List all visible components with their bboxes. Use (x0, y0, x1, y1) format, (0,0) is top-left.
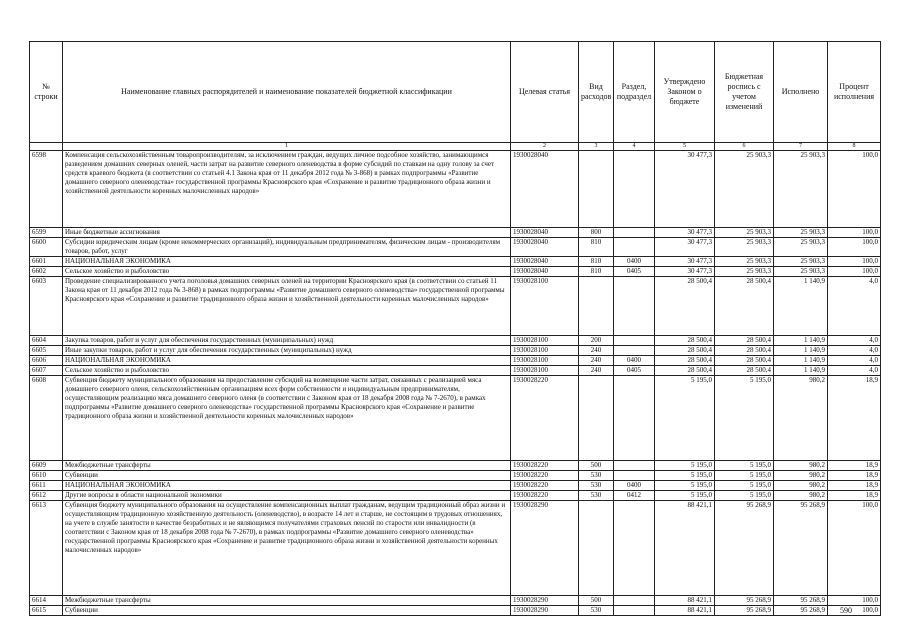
row-executed: 980,2 (774, 481, 828, 491)
row-executed: 980,2 (774, 471, 828, 481)
column-number: 5 (655, 143, 715, 151)
budget-table (29, 41, 881, 616)
row-approved: 88 421,1 (655, 596, 715, 606)
row-percent: 18,9 (828, 491, 881, 501)
header-expense-type: Вид расходов (579, 42, 614, 143)
row-executed: 95 268,9 (774, 501, 828, 596)
row-percent: 100,0 (828, 596, 881, 606)
row-expense-type: 530 (579, 471, 614, 481)
row-percent: 100,0 (828, 228, 881, 238)
row-target-article: 1930028040 (511, 267, 579, 277)
table-row (30, 228, 881, 238)
row-target-article: 1930028220 (511, 376, 579, 461)
row-approved: 5 195,0 (655, 461, 715, 471)
row-expense-type (579, 277, 614, 336)
column-number: 3 (579, 143, 614, 151)
row-section (614, 228, 655, 238)
header-budget-schedule: Бюджетная роспись с учетом изменений (715, 42, 774, 143)
header-row-number: № строки (30, 42, 63, 143)
table-row (30, 596, 881, 606)
row-number: 6611 (30, 481, 63, 491)
row-name: Межбюджетные трансферты (63, 461, 511, 471)
table-row (30, 151, 881, 228)
row-name: Субвенции (63, 471, 511, 481)
row-percent: 18,9 (828, 481, 881, 491)
row-approved: 88 421,1 (655, 606, 715, 616)
row-target-article: 1930028290 (511, 606, 579, 616)
row-approved: 30 477,3 (655, 257, 715, 267)
row-approved: 5 195,0 (655, 481, 715, 491)
row-approved: 28 500,4 (655, 277, 715, 336)
row-percent: 4,0 (828, 356, 881, 366)
row-number: 6612 (30, 491, 63, 501)
row-target-article: 1930028040 (511, 257, 579, 267)
row-percent: 4,0 (828, 277, 881, 336)
row-number: 6607 (30, 366, 63, 376)
row-percent: 4,0 (828, 346, 881, 356)
row-executed: 25 903,3 (774, 228, 828, 238)
row-percent: 18,9 (828, 471, 881, 481)
row-section (614, 501, 655, 596)
row-number: 6608 (30, 376, 63, 461)
row-budget-schedule: 25 903,3 (715, 267, 774, 277)
row-name: Субвенция бюджету муниципального образования на предоставление субсидий на возмещение части затрат, связанных с реализацией мяса домашнего северного оленя, сельскохозяйственным организациям всех форм собственности и индивидуальным предпринимателям, осуществляющим реализацию мяса домашнего северного оленя (в соответствии с Законом края от 18 декабря 2008 года № 7-2670), в рамках подпрограммы «Развитие домашнего северного оленеводства» государственной программы Красноярского края «Сохранение и развитие традиционного образа жизни и хозяйственной деятельности коренных малочисленных народов» (63, 376, 511, 461)
row-budget-schedule: 28 500,4 (715, 366, 774, 376)
row-executed: 25 903,3 (774, 151, 828, 228)
row-approved: 5 195,0 (655, 376, 715, 461)
row-number: 6602 (30, 267, 63, 277)
row-budget-schedule: 25 903,3 (715, 238, 774, 257)
column-number: 2 (511, 143, 579, 151)
row-target-article: 1930028220 (511, 491, 579, 501)
row-number: 6606 (30, 356, 63, 366)
row-target-article: 1930028100 (511, 277, 579, 336)
row-number: 6601 (30, 257, 63, 267)
table-row (30, 336, 881, 346)
row-executed: 1 140,9 (774, 346, 828, 356)
row-section (614, 376, 655, 461)
row-budget-schedule: 25 903,3 (715, 257, 774, 267)
row-approved: 30 477,3 (655, 238, 715, 257)
header-approved: Утверждено Законом о бюджете (655, 42, 715, 143)
row-name: Проведение специализированного учета поголовья домашних северных оленей на территории Красноярского края (в соответствии со статьей 11 Закона края от 11 декабря 2012 года № 3-868) в рамках подпрограммы «Развитие домашнего северного оленеводства» государственной программы Красноярского края «Сохранение и развитие традиционного образа жизни и хозяйственной деятельности коренных малочисленных народов» (63, 277, 511, 336)
table-row (30, 376, 881, 461)
row-expense-type: 530 (579, 491, 614, 501)
row-budget-schedule: 95 268,9 (715, 501, 774, 596)
header-section: Раздел, подраздел (614, 42, 655, 143)
table-row (30, 267, 881, 277)
table-row (30, 471, 881, 481)
column-number: 1 (63, 143, 511, 151)
row-section (614, 238, 655, 257)
row-name: Компенсация сельскохозяйственным товаропроизводителям, за исключением граждан, ведущих личное подсобное хозяйство, занимающимся разведением домашних северных оленей, части затрат на развитие северного оленеводства в форме субсидий по ставкам на одну голову за счет средств краевого бюджета (в соответствии со статьей 4.1 Закона края от 11 декабря 2012 года № 3-868) в рамках подпрограммы «Развитие домашнего северного оленеводства» государственной программы Красноярского края «Сохранение и развитие традиционного образа жизни и хозяйственной деятельности коренных малочисленных народов» (63, 151, 511, 228)
row-section (614, 277, 655, 336)
row-approved: 30 477,3 (655, 228, 715, 238)
row-name: Субсидии юридическим лицам (кроме некоммерческих организаций), индивидуальным предпринимателям, физическим лицам - производителям товаров, работ, услуг (63, 238, 511, 257)
row-expense-type (579, 376, 614, 461)
row-percent: 18,9 (828, 461, 881, 471)
row-section (614, 336, 655, 346)
header-target-article: Целевая статья (511, 42, 579, 143)
row-section (614, 346, 655, 356)
row-budget-schedule: 25 903,3 (715, 151, 774, 228)
row-expense-type: 530 (579, 481, 614, 491)
row-executed: 95 268,9 (774, 596, 828, 606)
column-number: 6 (715, 143, 774, 151)
row-expense-type: 240 (579, 346, 614, 356)
budget-page (29, 41, 880, 616)
row-number: 6610 (30, 471, 63, 481)
row-approved: 88 421,1 (655, 501, 715, 596)
row-expense-type: 240 (579, 356, 614, 366)
row-number: 6600 (30, 238, 63, 257)
row-expense-type: 530 (579, 606, 614, 616)
column-number (30, 143, 63, 151)
page-number: 590 (840, 606, 852, 615)
row-target-article: 1930028040 (511, 228, 579, 238)
row-approved: 28 500,4 (655, 366, 715, 376)
row-percent: 100,0 (828, 151, 881, 228)
row-number: 6598 (30, 151, 63, 228)
row-expense-type (579, 151, 614, 228)
header-percent: Процент исполнения (828, 42, 881, 143)
table-row (30, 277, 881, 336)
row-target-article: 1930028100 (511, 356, 579, 366)
row-name: Другие вопросы в области национальной экономики (63, 491, 511, 501)
row-budget-schedule: 28 500,4 (715, 346, 774, 356)
row-target-article: 1930028040 (511, 238, 579, 257)
row-name: Иные бюджетные ассигнования (63, 228, 511, 238)
table-row (30, 606, 881, 616)
row-name: Межбюджетные трансферты (63, 596, 511, 606)
row-expense-type (579, 501, 614, 596)
column-number: 4 (614, 143, 655, 151)
row-expense-type: 500 (579, 596, 614, 606)
row-expense-type: 240 (579, 366, 614, 376)
row-name: НАЦИОНАЛЬНАЯ ЭКОНОМИКА (63, 356, 511, 366)
row-executed: 1 140,9 (774, 336, 828, 346)
row-section: 0400 (614, 481, 655, 491)
row-approved: 5 195,0 (655, 491, 715, 501)
table-row (30, 346, 881, 356)
row-name: НАЦИОНАЛЬНАЯ ЭКОНОМИКА (63, 257, 511, 267)
row-budget-schedule: 28 500,4 (715, 356, 774, 366)
row-budget-schedule: 28 500,4 (715, 277, 774, 336)
table-row (30, 366, 881, 376)
row-budget-schedule: 5 195,0 (715, 491, 774, 501)
row-expense-type: 810 (579, 267, 614, 277)
row-approved: 30 477,3 (655, 151, 715, 228)
row-budget-schedule: 5 195,0 (715, 461, 774, 471)
column-number: 8 (828, 143, 881, 151)
table-row (30, 257, 881, 267)
row-expense-type: 810 (579, 238, 614, 257)
row-executed: 25 903,3 (774, 267, 828, 277)
row-budget-schedule: 5 195,0 (715, 481, 774, 491)
row-budget-schedule: 95 268,9 (715, 596, 774, 606)
row-target-article: 1930028100 (511, 346, 579, 356)
header-name: Наименование главных распорядителей и наименование показателей бюджетной классификации (63, 42, 511, 143)
row-number: 6599 (30, 228, 63, 238)
row-percent: 100,0 (828, 501, 881, 596)
row-percent: 4,0 (828, 366, 881, 376)
row-target-article: 1930028290 (511, 501, 579, 596)
row-number: 6603 (30, 277, 63, 336)
row-number: 6614 (30, 596, 63, 606)
row-section (614, 151, 655, 228)
row-section (614, 471, 655, 481)
row-budget-schedule: 25 903,3 (715, 228, 774, 238)
row-budget-schedule: 5 195,0 (715, 471, 774, 481)
table-row (30, 461, 881, 471)
row-section (614, 606, 655, 616)
row-percent: 100,0 (828, 267, 881, 277)
row-percent: 4,0 (828, 336, 881, 346)
row-executed: 980,2 (774, 461, 828, 471)
row-percent: 100,0 (828, 257, 881, 267)
row-section: 0405 (614, 267, 655, 277)
row-section: 0412 (614, 491, 655, 501)
row-approved: 28 500,4 (655, 356, 715, 366)
row-name: Иные закупки товаров, работ и услуг для обеспечения государственных (муниципальных) нужд (63, 346, 511, 356)
row-name: Сельское хозяйство и рыболовство (63, 267, 511, 277)
row-executed: 25 903,3 (774, 257, 828, 267)
row-section (614, 461, 655, 471)
table-row (30, 501, 881, 596)
row-percent: 18,9 (828, 376, 881, 461)
row-executed: 1 140,9 (774, 277, 828, 336)
row-number: 6605 (30, 346, 63, 356)
row-target-article: 1930028220 (511, 471, 579, 481)
row-percent: 100,0 (828, 238, 881, 257)
row-target-article: 1930028040 (511, 151, 579, 228)
column-number: 7 (774, 143, 828, 151)
row-target-article: 1930028220 (511, 481, 579, 491)
row-target-article: 1930028220 (511, 461, 579, 471)
table-row (30, 491, 881, 501)
row-executed: 980,2 (774, 491, 828, 501)
row-section (614, 596, 655, 606)
row-name: Закупка товаров, работ и услуг для обеспечения государственных (муниципальных) нужд (63, 336, 511, 346)
row-executed: 1 140,9 (774, 356, 828, 366)
row-name: НАЦИОНАЛЬНАЯ ЭКОНОМИКА (63, 481, 511, 491)
row-approved: 5 195,0 (655, 471, 715, 481)
row-section: 0400 (614, 356, 655, 366)
row-expense-type: 810 (579, 257, 614, 267)
table-row (30, 481, 881, 491)
row-target-article: 1930028100 (511, 366, 579, 376)
row-percent: 100,0 (828, 606, 881, 616)
row-approved: 30 477,3 (655, 267, 715, 277)
row-executed: 95 268,9 (774, 606, 828, 616)
row-expense-type: 500 (579, 461, 614, 471)
table-row (30, 238, 881, 257)
row-name: Субвенции (63, 606, 511, 616)
header-executed: Исполнено (774, 42, 828, 143)
row-approved: 28 500,4 (655, 346, 715, 356)
row-budget-schedule: 95 268,9 (715, 606, 774, 616)
row-budget-schedule: 28 500,4 (715, 336, 774, 346)
row-approved: 28 500,4 (655, 336, 715, 346)
row-number: 6604 (30, 336, 63, 346)
row-target-article: 1930028100 (511, 336, 579, 346)
row-expense-type: 200 (579, 336, 614, 346)
row-budget-schedule: 5 195,0 (715, 376, 774, 461)
row-number: 6609 (30, 461, 63, 471)
row-name: Сельское хозяйство и рыболовство (63, 366, 511, 376)
column-number-row (30, 143, 881, 151)
table-row (30, 356, 881, 366)
row-executed: 980,2 (774, 376, 828, 461)
header-row (30, 42, 881, 143)
row-number: 6613 (30, 501, 63, 596)
row-number: 6615 (30, 606, 63, 616)
row-executed: 25 903,3 (774, 238, 828, 257)
row-target-article: 1930028290 (511, 596, 579, 606)
row-section: 0405 (614, 366, 655, 376)
row-executed: 1 140,9 (774, 366, 828, 376)
row-name: Субвенция бюджету муниципального образования на осуществление компенсационных выплат гражданам, ведущим традиционный образ жизни и осуществляющим традиционную хозяйственную деятельность (оленеводство), в возрасте 14 лет и старше, не состоящим в трудовых отношениях, на учете в службе занятости в качестве безработных и не являющимся получателями страховых пенсий по старости или инвалидности (в соответствии с Законом края от 18 декабря 2008 года № 7-2670), в рамках подпрограммы «Развитие домашнего северного оленеводства» государственной программы Красноярского края «Сохранение и развитие традиционного образа жизни и хозяйственной деятельности коренных малочисленных народов» (63, 501, 511, 596)
row-expense-type: 800 (579, 228, 614, 238)
row-section: 0400 (614, 257, 655, 267)
